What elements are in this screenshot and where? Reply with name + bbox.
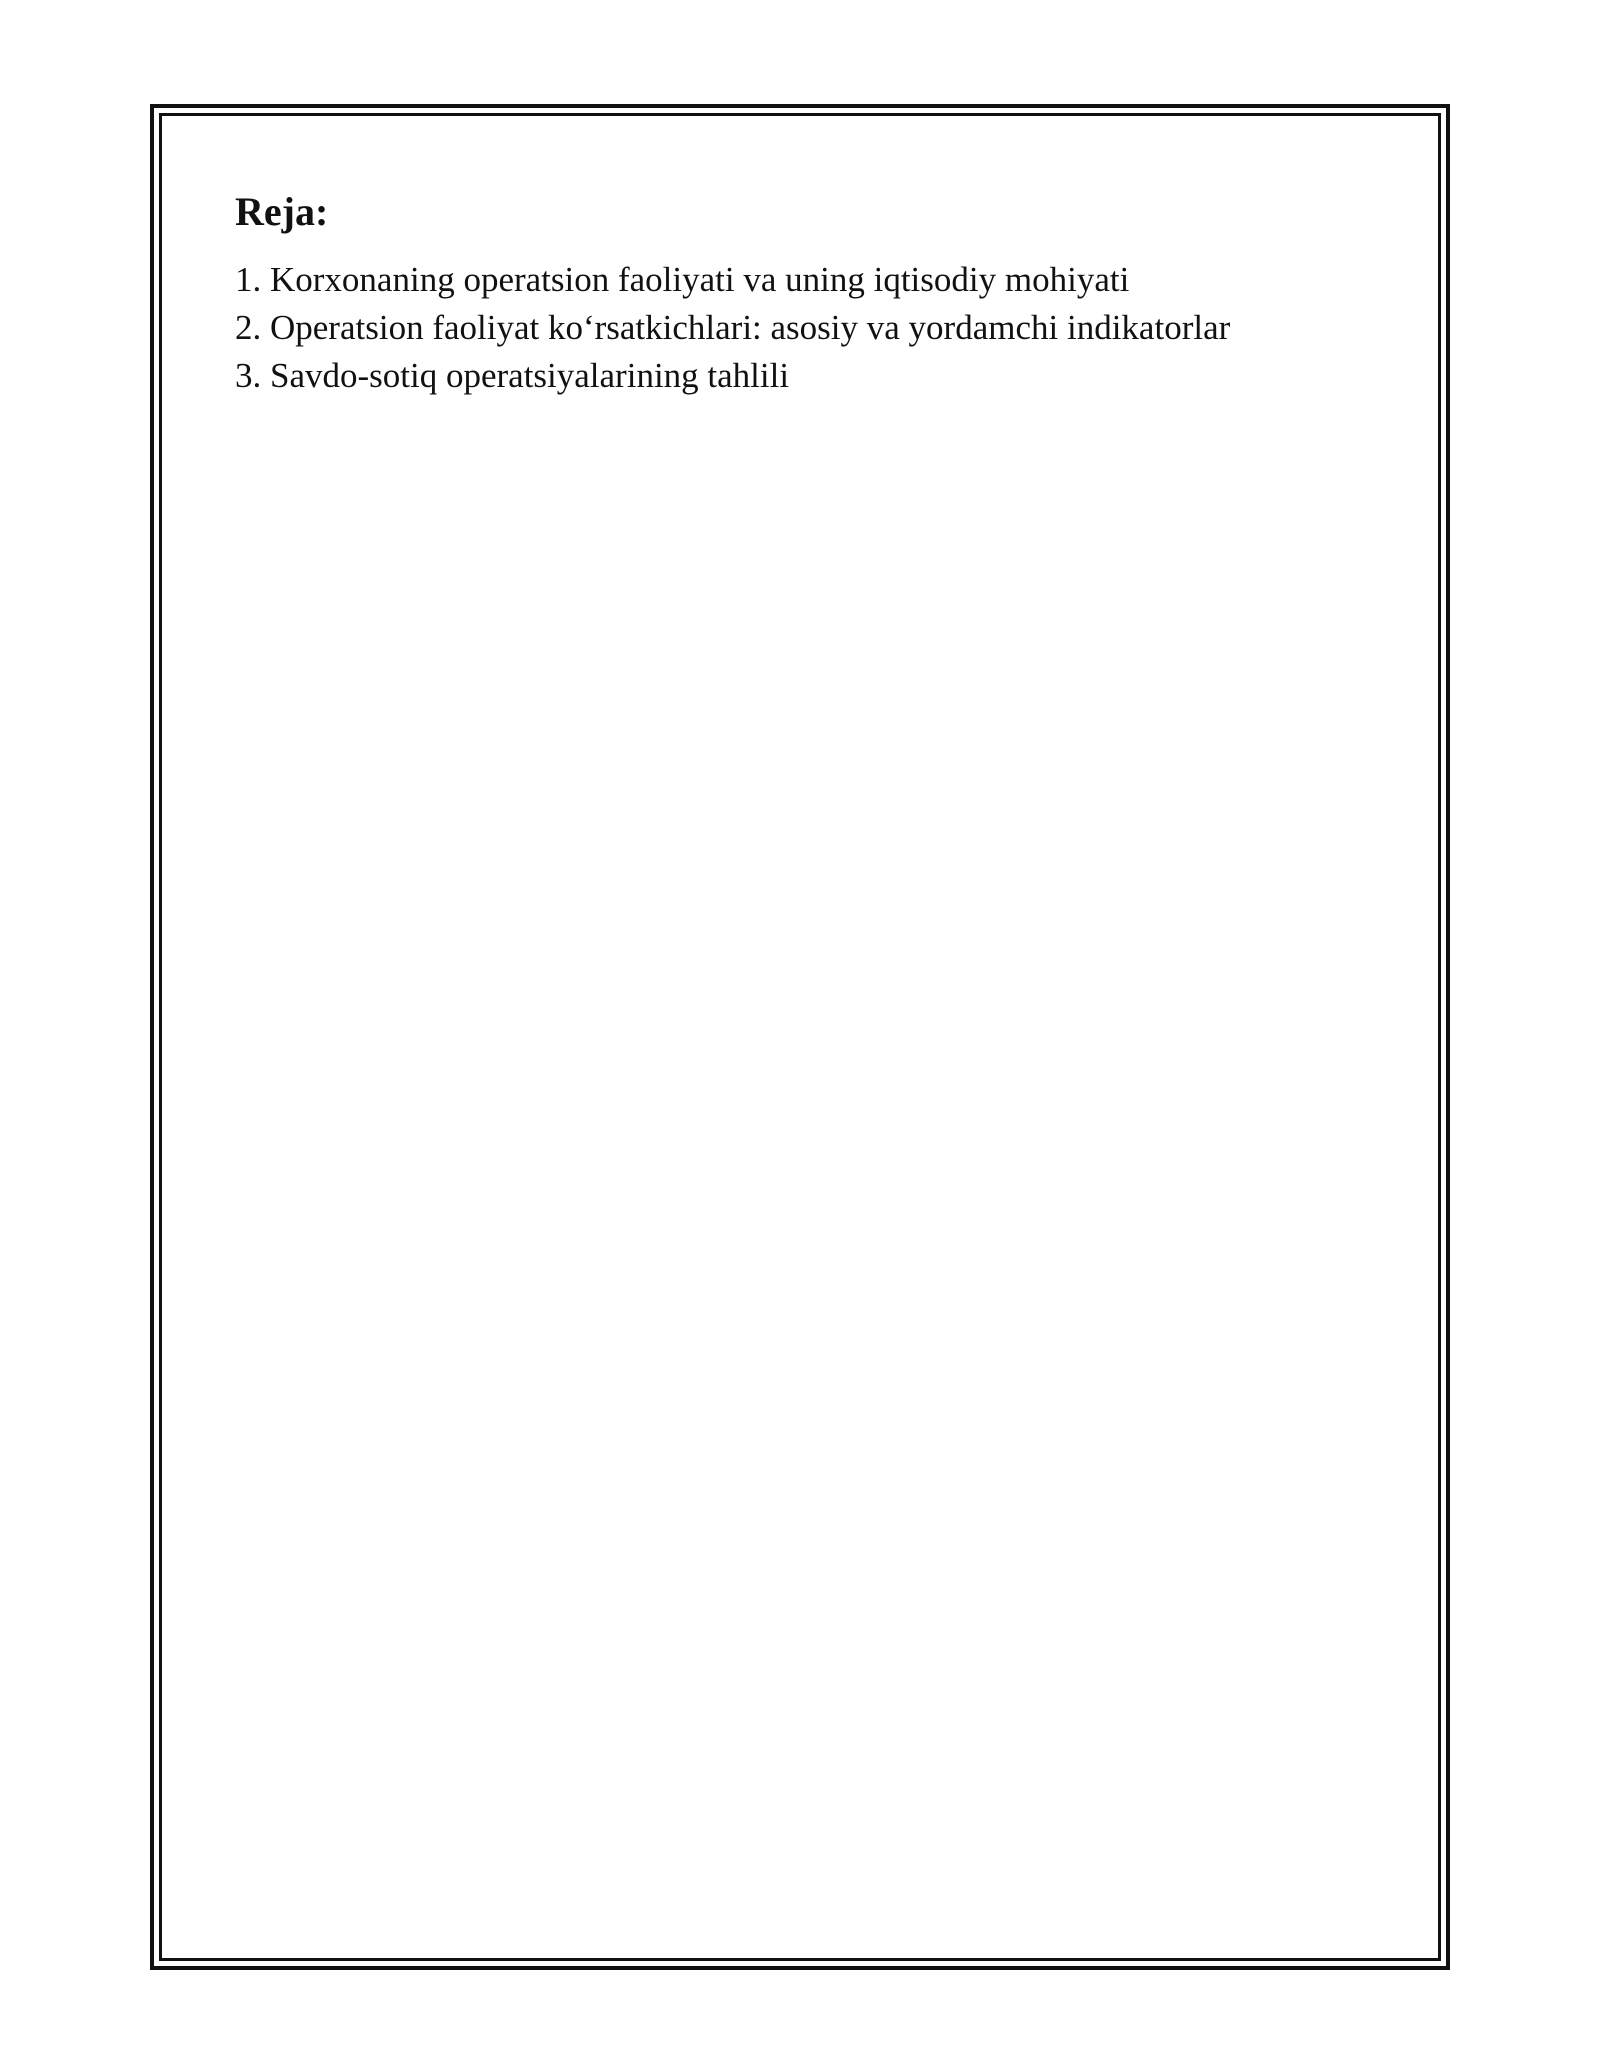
plan-item-number: 2. (235, 308, 262, 347)
plan-item-number: 1. (235, 260, 262, 299)
plan-item-text: Operatsion faoliyat ko‘rsatkichlari: asosiy va yordamchi indikatorlar (270, 308, 1231, 347)
plan-item-2 (235, 304, 1385, 352)
plan-title: Reja: (235, 189, 329, 234)
plan-item-number: 3. (235, 356, 262, 395)
plan-item-3 (235, 352, 1385, 400)
plan-item-text: Korxonaning operatsion faoliyati va uning iqtisodiy mohiyati (270, 260, 1130, 299)
document-body (235, 188, 1385, 400)
plan-item-1 (235, 256, 1385, 304)
plan-list (235, 256, 1385, 400)
plan-item-text: Savdo-sotiq operatsiyalarining tahlili (270, 356, 790, 395)
